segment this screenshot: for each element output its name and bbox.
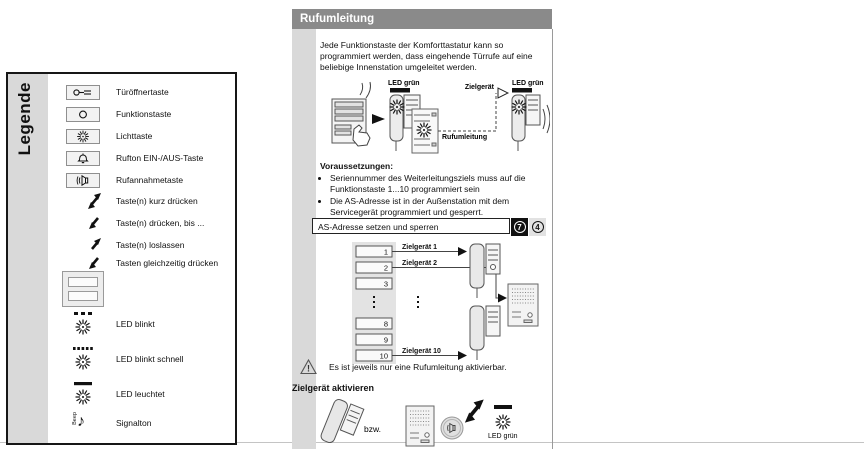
section-title: Rufumleitung (292, 9, 552, 29)
controller-device (412, 109, 438, 153)
target-handset (512, 95, 540, 151)
legend-label: Taste(n) loslassen (116, 240, 185, 250)
requirements-title: Voraussetzungen: (320, 161, 394, 171)
button-number: 9 (383, 335, 388, 345)
requirement-item: • Seriennummer des Weiterleitungsziels muss auf die Funktionstaste 1...10 programmiert sein (330, 173, 550, 195)
legend-label: LED blinkt (116, 319, 155, 329)
legend-row (60, 192, 198, 210)
hand-icon (353, 125, 370, 146)
forwarding-label: Rufumleitung (442, 134, 488, 141)
press-hold-arrow-icon (86, 214, 104, 232)
intro-paragraph: Jede Funktionstaste der Komforttastatur kann so programmiert werden, dass eingehende Türrufe auf eine beliebige Innenstation umgeleitet werden. (320, 40, 533, 73)
legend-row (60, 172, 183, 188)
speaker-panel (406, 406, 434, 446)
target-line-label: Zielgerät 10 (402, 348, 441, 355)
requirements-block (320, 161, 550, 219)
button-number: 1 (383, 247, 388, 257)
target-line-label: Zielgerät 2 (402, 260, 438, 267)
beep-text: Beep (72, 412, 78, 425)
legend-row (60, 380, 165, 408)
led-bar (390, 88, 410, 93)
legend-row (60, 128, 152, 144)
section-right-rule (552, 29, 553, 449)
led-label-left: LED grün (388, 80, 420, 87)
legend-label: Rufannahmetaste (116, 175, 184, 185)
legend-row (60, 345, 184, 373)
target-speaker-panel (508, 284, 538, 326)
button-number: 10 (379, 351, 388, 361)
call-accept-button (441, 417, 463, 439)
led-blink-icon (72, 311, 94, 337)
target-label: Zielgerät (464, 84, 494, 91)
legend-label: Tasten gleichzeitig drücken (116, 258, 219, 268)
legend-panel (6, 72, 237, 445)
requirement-item: • Die AS-Adresse ist in der Außenstation mit dem Servicegerät programmiert und gesperrt. (330, 196, 550, 218)
legend-row (60, 84, 169, 100)
press-short-arrow-icon (465, 399, 484, 422)
legend-label: Lichttaste (116, 131, 153, 141)
rufumleitung-section (292, 9, 553, 449)
ringtone-bell-icon (66, 151, 100, 166)
svg-text:!: ! (307, 363, 310, 374)
line-arrow-icon (458, 247, 467, 256)
led-green-icon (494, 405, 512, 430)
button-number: 8 (383, 319, 388, 329)
legend-label: Taste(n) drücken, bis ... (116, 218, 205, 228)
door-opener-key-icon (66, 85, 100, 100)
legend-row (60, 214, 204, 232)
legend-label: Taste(n) kurz drücken (116, 196, 198, 206)
target-line-label: Zielgerät 1 (402, 244, 438, 251)
target-handset-10 (470, 306, 500, 360)
line-arrow-icon (498, 294, 507, 303)
led-label-right: LED grün (512, 80, 544, 87)
note-glyph: ♪ (77, 413, 85, 430)
button-number: 2 (383, 263, 388, 273)
legend-row (60, 270, 106, 308)
legend-row (60, 410, 151, 436)
step-badge-7: 7 (511, 218, 528, 236)
legend-row (60, 310, 155, 338)
target-arrow-icon (498, 88, 508, 98)
led-on-icon (72, 381, 94, 407)
call-accept-speaker-icon (66, 173, 100, 188)
beep-note-icon (71, 410, 95, 436)
led-blink-fast-icon (72, 346, 94, 372)
sound-waves-icon (543, 105, 550, 133)
led-green-label: LED grün (488, 433, 518, 440)
legend-title: Legende (15, 82, 34, 156)
light-button-icon (66, 129, 100, 144)
warning-row (300, 359, 507, 375)
tilted-handset (320, 398, 364, 449)
button-number: 3 (383, 279, 388, 289)
two-buttons-icon (62, 271, 104, 307)
release-arrow-icon (86, 236, 104, 254)
forwarding-diagram (318, 79, 550, 159)
function-button-icon (66, 107, 100, 122)
sound-waves-icon (360, 82, 371, 98)
legend-row (60, 106, 171, 122)
as-address-box: AS-Adresse setzen und sperren (312, 218, 510, 234)
legend-label: LED blinkt schnell (116, 354, 184, 364)
warning-text: Es ist jeweils nur eine Rufumleitung aktivierbar. (329, 362, 507, 372)
flow-arrow-icon (372, 114, 385, 124)
forwarding-route (438, 93, 496, 131)
legend-row (60, 236, 185, 254)
step-badge-4: 4 (529, 218, 546, 236)
legend-label: Funktionstaste (116, 109, 172, 119)
or-label: bzw. (364, 424, 382, 434)
legend-row (60, 150, 203, 166)
activation-diagram (320, 398, 550, 449)
legend-label: Türöffnertaste (116, 87, 169, 97)
as-address-row (312, 218, 546, 236)
targets-diagram (318, 242, 553, 368)
legend-label: LED leuchtet (116, 389, 165, 399)
activate-heading: Zielgerät aktivieren (292, 383, 375, 393)
legend-label: Signalton (116, 418, 152, 428)
warning-triangle-icon (300, 359, 317, 375)
press-short-arrow-icon (86, 192, 104, 210)
led-bar (512, 88, 532, 93)
legend-label: Rufton EIN-/AUS-Taste (116, 153, 204, 163)
